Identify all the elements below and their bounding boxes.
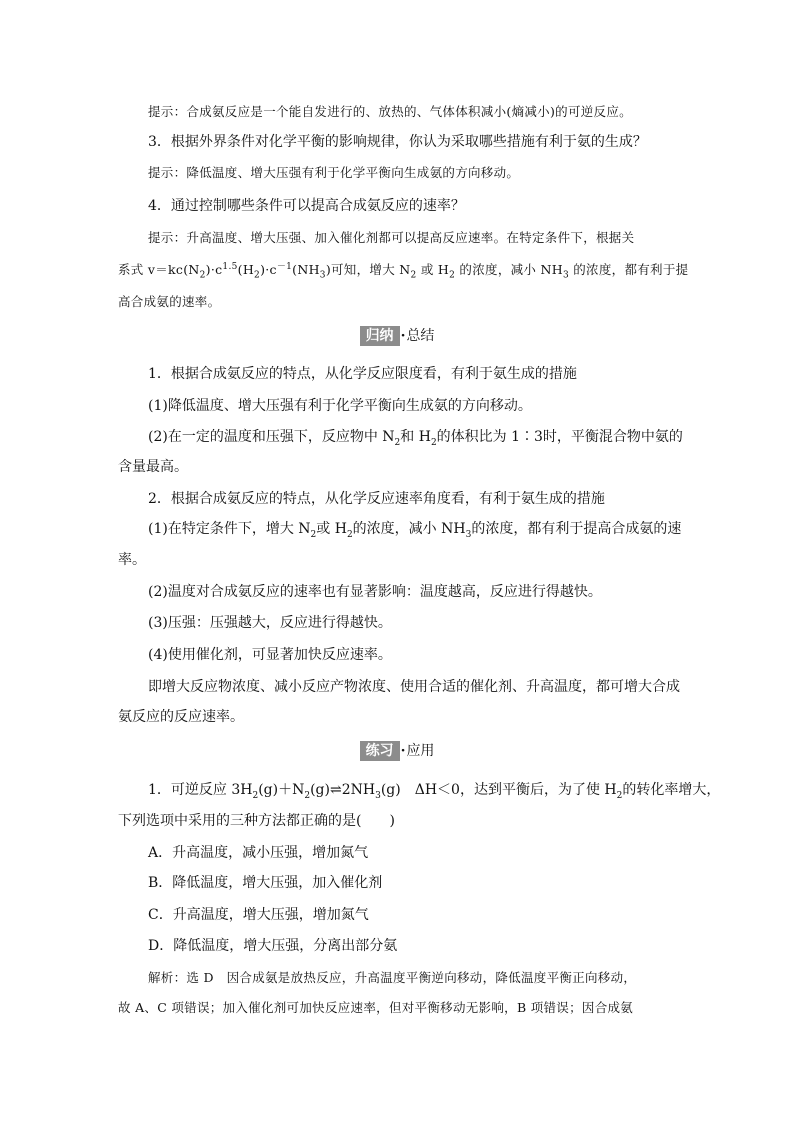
text-part: 的浓度，减小 NH: [352, 521, 466, 537]
analysis-line-1: 解析：选 D 因合成氨是放热反应，升高温度平衡逆向移动，降低温度平衡正向移动，: [148, 970, 637, 985]
rate-expression-part: (NH: [292, 262, 320, 277]
summary-point-1: 1．根据合成氨反应的特点，从化学反应限度看，有利于氨生成的措施: [148, 366, 577, 382]
equation-part: (g) ΔH＜0，达到平衡后，为了使 H: [380, 782, 617, 798]
subscript: 2: [449, 270, 456, 281]
summary-conclusion-cont: 氨反应的反应速率。: [118, 709, 244, 725]
practice-question-1: [148, 780, 720, 800]
subscript: 3: [375, 790, 381, 801]
equation-part: 2NH: [341, 782, 376, 798]
practice-label: 应用: [406, 743, 435, 759]
hint-text: )可知，增大 N: [325, 262, 411, 277]
question-text: 的转化率增大，: [622, 782, 721, 798]
subscript: 2: [199, 270, 206, 281]
hint-4-line-3: 高合成氨的速率。: [118, 294, 221, 309]
subscript: 3: [465, 529, 472, 540]
subscript: 3: [562, 270, 569, 281]
subscript: 2: [304, 790, 311, 801]
hint-text: 或 H: [416, 262, 450, 277]
rate-expression-part: (H: [237, 262, 255, 277]
option-a: A．升高温度，减小压强，增加氮气: [148, 845, 369, 861]
summary-point-2-1-cont: 率。: [118, 552, 146, 568]
summary-point-2-2: (2)温度对合成氨反应的速率也有显著影响：温度越高，反应进行得越快。: [148, 584, 602, 600]
text-part: (2)在一定的温度和压强下，反应物中 N: [148, 429, 395, 445]
subscript: 2: [254, 270, 261, 281]
subscript: 2: [394, 437, 401, 448]
subscript: 2: [410, 270, 417, 281]
subscript: 3: [319, 270, 326, 281]
practice-question-1-cont: 下列选项中采用的三种方法都正确的是( ): [118, 813, 395, 829]
summary-point-2: 2．根据合成氨反应的特点，从化学反应速率角度看，有利于氨生成的措施: [148, 491, 605, 507]
practice-heading: 练习 ·应用: [0, 740, 794, 762]
question-3: 3．根据外界条件对化学平衡的影响规律，你认为采取哪些措施有利于氨的生成？: [148, 134, 647, 150]
hint-3: 提示：降低温度、增大压强有利于化学平衡向生成氨的方向移动。: [148, 165, 520, 180]
superscript: 1.5: [222, 261, 238, 272]
option-d: D．降低温度，增大压强，分离出部分氨: [148, 938, 398, 954]
equation-part: (g): [310, 782, 330, 798]
summary-heading: 归纳 ·总结: [0, 325, 794, 347]
equilibrium-arrow-icon: ⇌: [329, 782, 342, 798]
rate-expression-part: 系式 v＝kc(N: [118, 262, 200, 277]
text-part: 的体积比为 1∶3时，平衡混合物中氨的: [436, 429, 683, 445]
summary-label: 总结: [406, 328, 435, 344]
summary-point-1-2-cont: 含量最高。: [118, 459, 188, 475]
summary-point-1-1: (1)降低温度、增大压强有利于化学平衡向生成氨的方向移动。: [148, 398, 532, 414]
question-4: 4．通过控制哪些条件可以提高合成氨反应的速率？: [148, 198, 465, 214]
subscript: 2: [346, 529, 353, 540]
summary-point-2-4: (4)使用催化剂，可显著加快反应速率。: [148, 647, 392, 663]
hint-reaction-features: 提示：合成氨反应是一个能自发进行的、放热的、气体体积减小(熵减小)的可逆反应。: [148, 104, 632, 119]
summary-conclusion: 即增大反应物浓度、减小反应产物浓度、使用合适的催化剂、升高温度，都可增大合成: [148, 679, 680, 695]
text-part: 和 H: [400, 429, 431, 445]
summary-tag: 归纳: [360, 326, 400, 346]
summary-point-2-1: [148, 519, 681, 539]
rate-expression-part: )·c: [260, 262, 277, 277]
text-part: (1)在特定条件下，增大 N: [148, 521, 311, 537]
superscript: －1: [276, 261, 293, 272]
option-c: C．升高温度，增大压强，增加氮气: [148, 907, 369, 923]
text-part: 的浓度，都有利于提高合成氨的速: [471, 521, 682, 537]
summary-point-2-3: (3)压强：压强越大，反应进行得越快。: [148, 615, 392, 631]
subscript: 2: [310, 529, 317, 540]
text-part: 或 H: [316, 521, 347, 537]
subscript: 2: [616, 790, 623, 801]
hint-text: 的浓度，减小 NH: [455, 262, 563, 277]
equation-part: 1．可逆反应 3H: [148, 782, 253, 798]
analysis-line-2: 故 A、C 项错误；加入催化剂可加快反应速率，但对平衡移动无影响，B 项错误；因合成氨: [118, 1000, 634, 1015]
subscript: 2: [252, 790, 259, 801]
option-b: B．降低温度，增大压强，加入催化剂: [148, 875, 383, 891]
hint-4-line-2: [118, 260, 688, 280]
practice-tag: 练习: [360, 741, 400, 761]
hint-text: 的浓度，都有利于提: [568, 262, 689, 277]
equation-part: (g)＋N: [258, 782, 305, 798]
rate-expression-part: )·c: [205, 262, 223, 277]
summary-point-1-2: [148, 427, 683, 447]
subscript: 2: [430, 437, 437, 448]
hint-4-line-1: 提示：升高温度、增大压强、加入催化剂都可以提高反应速率。在特定条件下，根据关: [148, 230, 635, 245]
